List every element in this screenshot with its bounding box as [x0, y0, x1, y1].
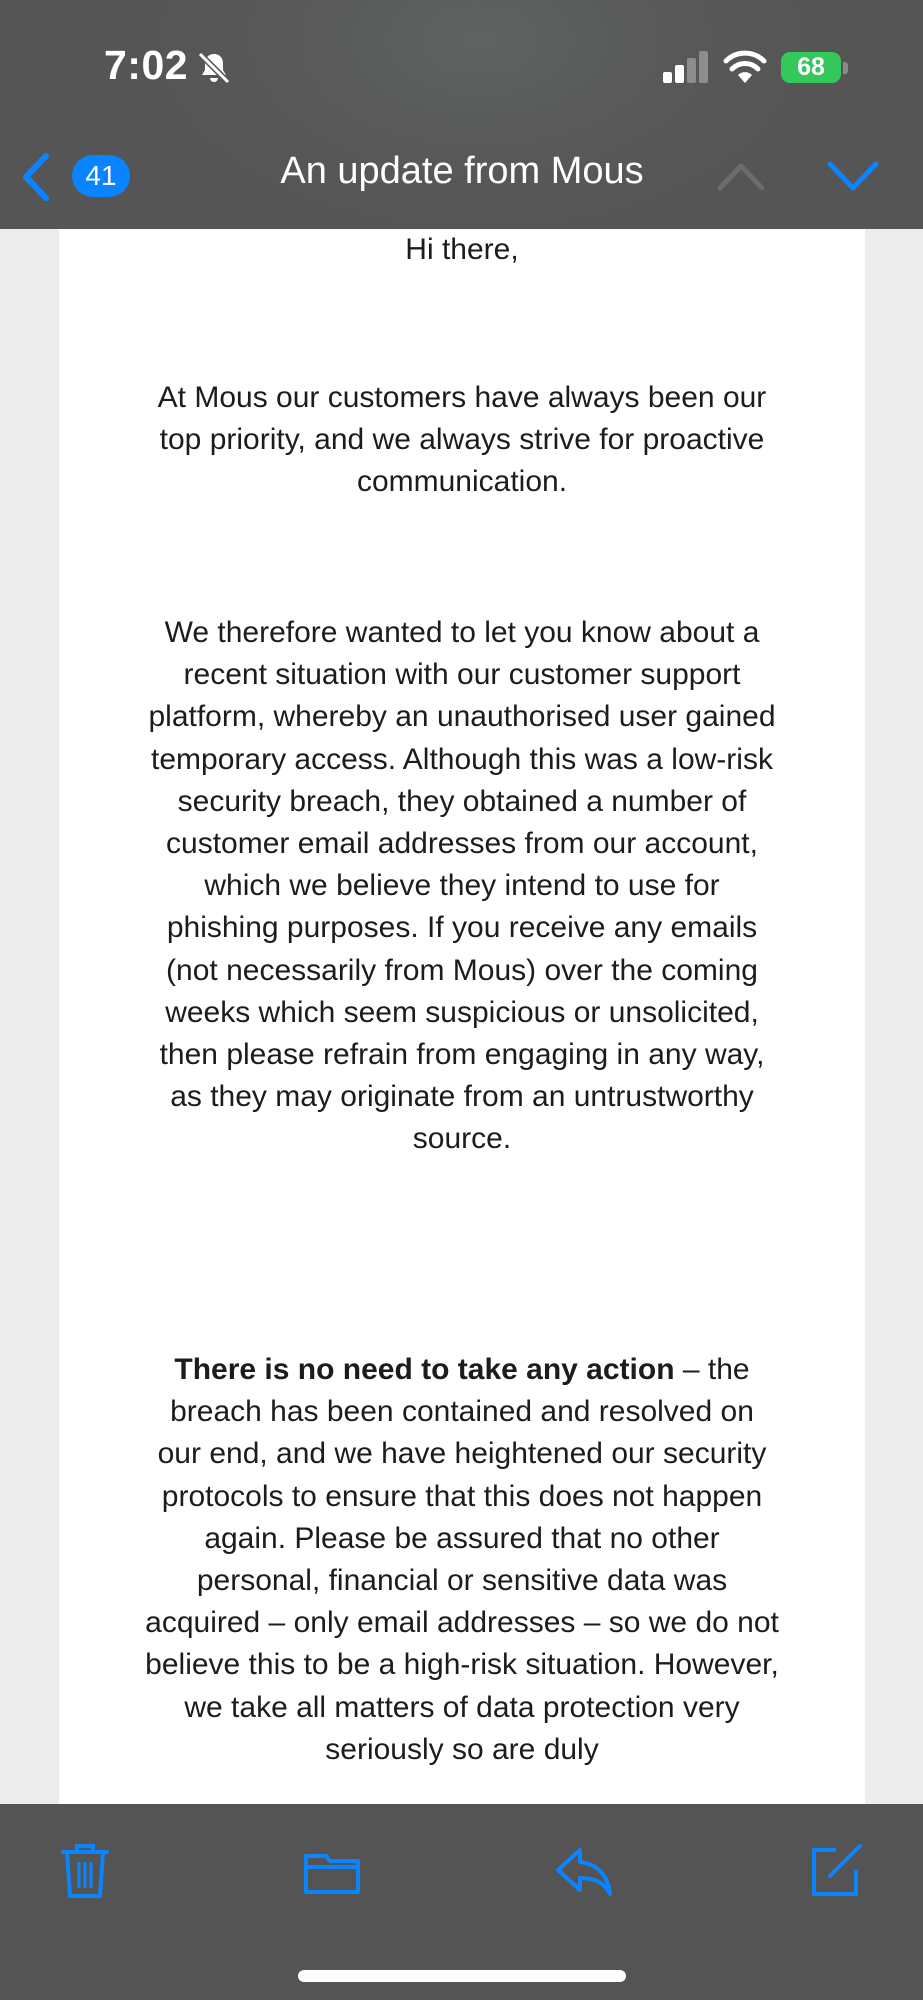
chevron-left-icon[interactable] [16, 152, 56, 202]
bell-slash-icon [196, 50, 232, 86]
unread-count-badge[interactable]: 41 [72, 155, 130, 197]
paragraph-no-action [145, 1349, 779, 1771]
trash-icon[interactable] [55, 1840, 115, 1900]
paragraph-intro: At Mous our customers have always been our top priority, and we always strive for proactive communication. [157, 381, 767, 499]
chevron-up-icon[interactable] [716, 158, 766, 194]
email-body [59, 229, 865, 1804]
top-bar [0, 0, 923, 229]
wifi-icon [723, 50, 767, 84]
no-action-rest: – the breach has been contained and resolved on our end, and we have heightened our security protocols to ensure that this does not happen again. Please be assured that no other personal, financial or sensitive data was acquired – only email addresses – so we do not believe this to be a high-risk situation. However, we take all matters of data protection very seriously so are duly [145, 1353, 779, 1766]
reply-icon[interactable] [554, 1840, 614, 1900]
paragraph-breach: We therefore wanted to let you know about a recent situation with our customer support platform, whereby an unauthorised user gained temporary access. Although this was a low-risk security breach, they obtained a number of customer email addresses from our account, which we believe they intend to use for phishing purposes. If you receive any emails (not necessarily from Mous) over the coming weeks which seem suspicious or unsolicited, then please refrain from engaging in any way, as they may originate from an untrustworthy source. [148, 616, 776, 1156]
email-subject-title: An update from Mous [280, 150, 644, 192]
signal-icon [662, 50, 710, 84]
greeting-text: Hi there, [405, 233, 519, 266]
chevron-down-icon[interactable] [826, 158, 880, 194]
status-time: 7:02 [104, 42, 189, 88]
battery-icon [843, 62, 848, 74]
compose-icon[interactable] [806, 1840, 866, 1900]
no-action-bold: There is no need to take any action [174, 1353, 675, 1386]
home-indicator[interactable] [298, 1970, 626, 1982]
folder-icon[interactable] [302, 1840, 362, 1900]
bottom-toolbar [0, 1804, 923, 2000]
battery-level: 68 [781, 52, 841, 83]
